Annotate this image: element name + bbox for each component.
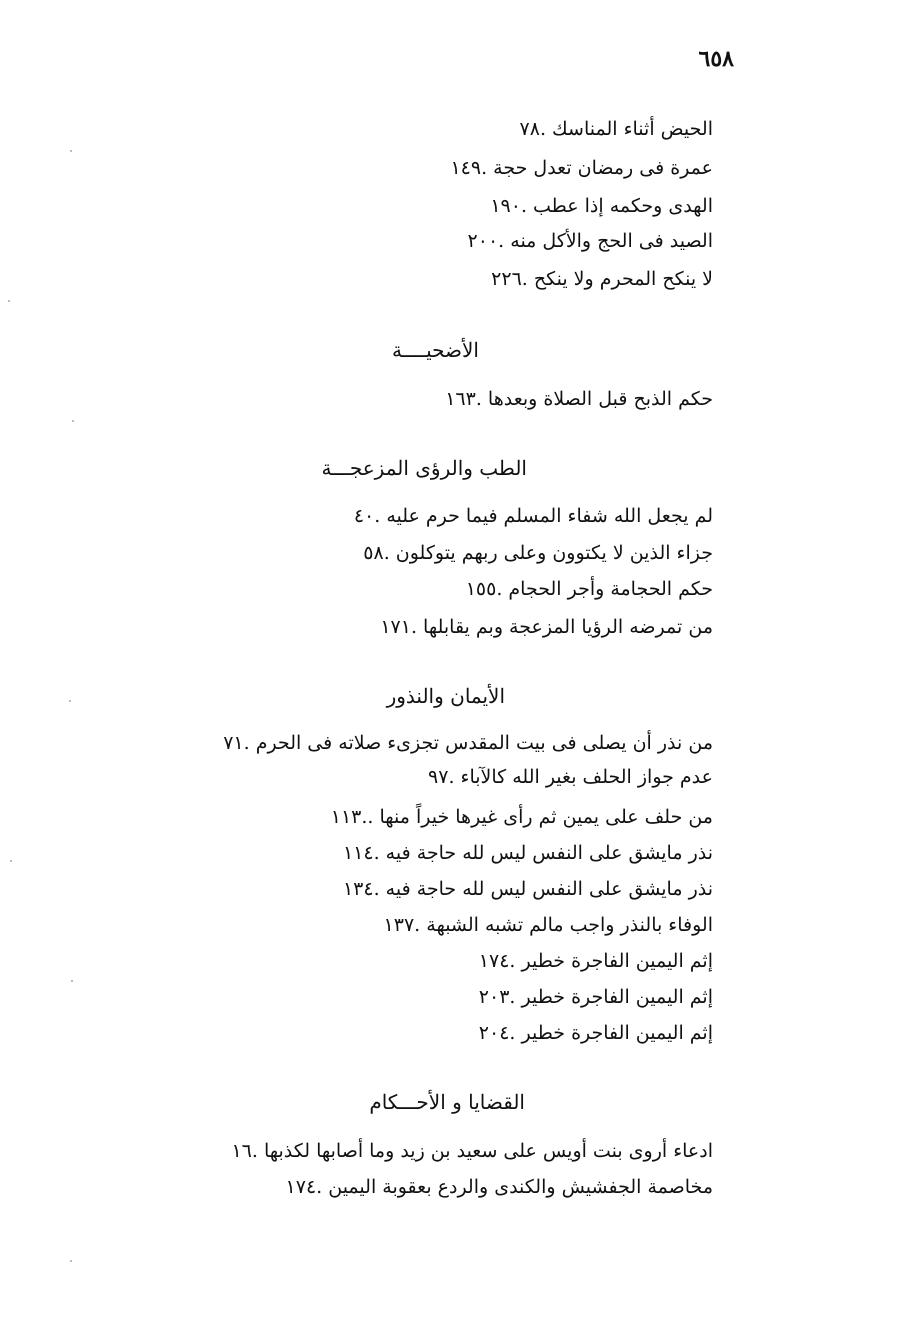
index-entry [464, 986, 727, 1008]
entry-text: حكم الذبح قبل الصلاة وبعدها . [475, 388, 713, 410]
section-heading-oaths: الأيمان والنذور [386, 684, 505, 708]
entry-number: ١٥٥ [465, 578, 497, 600]
index-entry [453, 230, 727, 252]
entry-number: ٤٠ [353, 505, 375, 527]
entry-text: الصيد فى الحج والأكل منه . [498, 230, 713, 252]
index-entry [495, 118, 727, 140]
index-entry [366, 616, 727, 638]
index-entry [207, 1140, 727, 1162]
entry-number: ٢٠٠ [467, 230, 499, 252]
index-entry [339, 542, 727, 564]
entry-number: ١١٣ [330, 806, 362, 828]
index-entry [329, 878, 727, 900]
entry-text: عمرة فى رمضان تعدل حجة . [481, 157, 713, 179]
entry-number: ١٣٤ [342, 878, 374, 900]
entry-number: ٢٠٣ [478, 986, 510, 1008]
entry-text: الوفاء بالنذر واجب مالم تشبه الشبهة . [414, 914, 713, 936]
entry-number: ١٧١ [380, 616, 411, 638]
scan-speck [70, 150, 72, 152]
entry-text: الهدى وحكمه إذا عطب . [520, 195, 713, 217]
index-entry [464, 1022, 727, 1044]
entry-text: إثم اليمين الفاجرة خطير . [509, 1022, 713, 1044]
index-entry [431, 388, 727, 410]
entry-number: ١٦٣ [445, 388, 476, 410]
entry-text: جزاء الذين لا يكتوون وعلى ربهم يتوكلون . [383, 542, 713, 564]
section-heading-sacrifice: الأضحيــــة [391, 338, 479, 362]
entry-number: ١٤٩ [450, 157, 482, 179]
entry-text: ادعاء أروى بنت أويس على سعيد بن زيد وما أصابها لكذبها . [251, 1140, 713, 1162]
index-entry [369, 914, 727, 936]
entry-text: من نذر أن يصلى فى بيت المقدس تجزىء صلاته فى الحرم . [243, 732, 713, 754]
index-entry [464, 950, 727, 972]
entry-number: ٩٧ [428, 766, 449, 788]
scan-speck [10, 860, 12, 862]
index-entry [403, 766, 727, 788]
index-entry [316, 806, 727, 828]
entry-text: عدم جواز الحلف بغير الله كالآباء . [448, 766, 713, 788]
entry-text: إثم اليمين الفاجرة خطير . [509, 950, 713, 972]
scan-speck [8, 300, 10, 302]
index-entry [436, 157, 727, 179]
scan-speck [72, 420, 74, 422]
scan-speck [71, 980, 73, 982]
entry-number: ١٩٠ [490, 195, 521, 217]
index-entry [271, 1176, 727, 1198]
index-entry [477, 268, 727, 290]
entry-text: مخاصمة الجفشيش والكندى والردع بعقوبة اليمين . [316, 1176, 713, 1198]
entry-text: من تمرضه الرؤيا المزعجة وبم يقابلها . [410, 616, 713, 638]
entry-number: ٢٢٦ [491, 268, 522, 290]
scan-speck [69, 700, 71, 702]
entry-number: ١٣٧ [383, 914, 415, 936]
section-heading-judgments: القضايا و الأحـــكام [369, 1090, 525, 1114]
entry-text: إثم اليمين الفاجرة خطير . [509, 986, 713, 1008]
entry-text: لم يجعل الله شفاء المسلم فيما حرم عليه . [374, 505, 713, 527]
entry-number: ٧١ [223, 732, 244, 754]
index-entry [451, 578, 727, 600]
index-entry [329, 842, 727, 864]
entry-number: ٥٨ [363, 542, 384, 564]
index-entry [476, 195, 727, 217]
entry-number: ١٦ [231, 1140, 252, 1162]
entry-number: ١٧٤ [285, 1176, 317, 1198]
index-entry [329, 505, 727, 527]
entry-text: لا ينكح المحرم ولا ينكح . [521, 268, 713, 290]
entry-text: الحيض أثناء المناسك . [539, 118, 713, 140]
entry-text: حكم الحجامة وأجر الحجام . [496, 578, 713, 600]
entry-number: ١١٤ [342, 842, 374, 864]
section-heading-medicine: الطب والرؤى المزعجـــة [321, 456, 527, 480]
page-number: ٦٥٨ [698, 46, 734, 72]
entry-text: نذر مايشق على النفس ليس لله حاجة فيه . [373, 878, 713, 900]
entry-number: ٢٠٤ [478, 1022, 510, 1044]
index-entry [199, 732, 727, 754]
entry-number: ٧٨ [519, 118, 540, 140]
entry-text: نذر مايشق على النفس ليس لله حاجة فيه . [373, 842, 713, 864]
entry-number: ١٧٤ [478, 950, 510, 972]
entry-text: من حلف على يمين ثم رأى غيرها خيراً منها .. [361, 806, 713, 828]
scan-speck [70, 1260, 72, 1262]
